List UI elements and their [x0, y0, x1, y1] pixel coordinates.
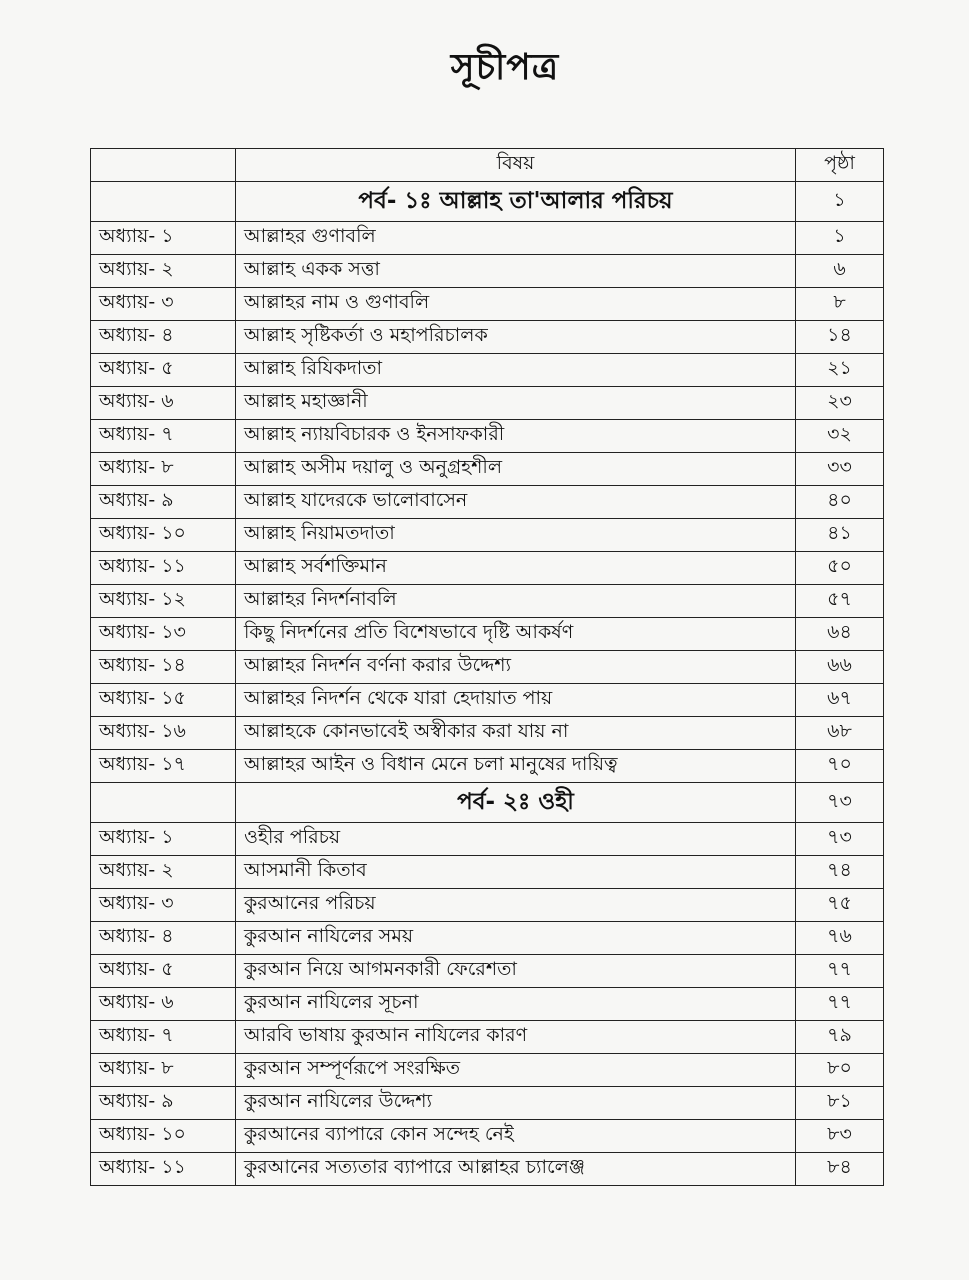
- chapter-page: ৭৬: [796, 922, 884, 955]
- chapter-row[interactable]: [91, 955, 884, 988]
- chapter-label: অধ্যায়- ৯: [91, 1087, 236, 1120]
- chapter-label: অধ্যায়- ৪: [91, 922, 236, 955]
- chapter-title: আরবি ভাষায় কুরআন নাযিলের কারণ: [236, 1021, 796, 1054]
- part-page: ১: [796, 182, 884, 222]
- header-chapter: [91, 149, 236, 182]
- chapter-row[interactable]: [91, 651, 884, 684]
- chapter-page: ৬: [796, 255, 884, 288]
- chapter-row[interactable]: [91, 354, 884, 387]
- chapter-title: আল্লাহ যাদেরকে ভালোবাসেন: [236, 486, 796, 519]
- chapter-row[interactable]: [91, 618, 884, 651]
- chapter-page: ৪০: [796, 486, 884, 519]
- chapter-row[interactable]: [91, 486, 884, 519]
- chapter-title: আল্লাহকে কোনভাবেই অস্বীকার করা যায় না: [236, 717, 796, 750]
- chapter-title: আল্লাহ মহাজ্ঞানী: [236, 387, 796, 420]
- chapter-page: ৬৪: [796, 618, 884, 651]
- chapter-row[interactable]: [91, 1021, 884, 1054]
- chapter-title: আল্লাহ রিযিকদাতা: [236, 354, 796, 387]
- chapter-row[interactable]: [91, 988, 884, 1021]
- chapter-page: ৩৩: [796, 453, 884, 486]
- chapter-title: আল্লাহ অসীম দয়ালু ও অনুগ্রহশীল: [236, 453, 796, 486]
- chapter-title: আল্লাহ সৃষ্টিকর্তা ও মহাপরিচালক: [236, 321, 796, 354]
- chapter-title: কুরআন নাযিলের উদ্দেশ্য: [236, 1087, 796, 1120]
- chapter-page: ৩২: [796, 420, 884, 453]
- chapter-row[interactable]: [91, 1054, 884, 1087]
- contents-body: [91, 182, 884, 1186]
- chapter-row[interactable]: [91, 684, 884, 717]
- chapter-label: অধ্যায়- ৩: [91, 889, 236, 922]
- header-subject: বিষয়: [236, 149, 796, 182]
- chapter-row[interactable]: [91, 453, 884, 486]
- chapter-page: ৭৯: [796, 1021, 884, 1054]
- chapter-page: ২৩: [796, 387, 884, 420]
- chapter-title: ওহীর পরিচয়: [236, 823, 796, 856]
- chapter-row[interactable]: [91, 717, 884, 750]
- chapter-label: অধ্যায়- ৮: [91, 1054, 236, 1087]
- chapter-title: কুরআনের ব্যাপারে কোন সন্দেহ নেই: [236, 1120, 796, 1153]
- chapter-label: অধ্যায়- ২: [91, 255, 236, 288]
- chapter-row[interactable]: [91, 552, 884, 585]
- page-title: সূচীপত্র: [450, 47, 560, 88]
- chapter-row[interactable]: [91, 889, 884, 922]
- chapter-title: কুরআন নিয়ে আগমনকারী ফেরেশতা: [236, 955, 796, 988]
- chapter-title: কুরআন নাযিলের সূচনা: [236, 988, 796, 1021]
- chapter-row[interactable]: [91, 420, 884, 453]
- chapter-label: অধ্যায়- ১৬: [91, 717, 236, 750]
- chapter-label: অধ্যায়- ১১: [91, 1153, 236, 1186]
- chapter-label: অধ্যায়- ১৪: [91, 651, 236, 684]
- chapter-row[interactable]: [91, 288, 884, 321]
- chapter-row[interactable]: [91, 585, 884, 618]
- chapter-label: অধ্যায়- ১: [91, 222, 236, 255]
- chapter-page: ১৪: [796, 321, 884, 354]
- part-row[interactable]: [91, 182, 884, 222]
- chapter-page: ৬৮: [796, 717, 884, 750]
- part-label-cell: [91, 783, 236, 823]
- chapter-title: কুরআন নাযিলের সময়: [236, 922, 796, 955]
- part-title: পর্ব- ১ঃ আল্লাহ তা'আলার পরিচয়: [236, 182, 796, 222]
- chapter-row[interactable]: [91, 823, 884, 856]
- chapter-label: অধ্যায়- ২: [91, 856, 236, 889]
- chapter-title: কুরআন সম্পূর্ণরূপে সংরক্ষিত: [236, 1054, 796, 1087]
- chapter-label: অধ্যায়- ৩: [91, 288, 236, 321]
- chapter-title: কুরআনের পরিচয়: [236, 889, 796, 922]
- part-row[interactable]: [91, 783, 884, 823]
- chapter-page: ৬৬: [796, 651, 884, 684]
- chapter-title: কিছু নিদর্শনের প্রতি বিশেষভাবে দৃষ্টি আকর্ষণ: [236, 618, 796, 651]
- chapter-page: ২১: [796, 354, 884, 387]
- chapter-page: ৮৪: [796, 1153, 884, 1186]
- chapter-title: আল্লাহ সর্বশক্তিমান: [236, 552, 796, 585]
- chapter-label: অধ্যায়- ৭: [91, 1021, 236, 1054]
- chapter-page: ৭০: [796, 750, 884, 783]
- chapter-label: অধ্যায়- ৯: [91, 486, 236, 519]
- chapter-row[interactable]: [91, 856, 884, 889]
- chapter-page: ৬৭: [796, 684, 884, 717]
- chapter-page: ৭৪: [796, 856, 884, 889]
- chapter-label: অধ্যায়- ১০: [91, 519, 236, 552]
- chapter-label: অধ্যায়- ৭: [91, 420, 236, 453]
- part-title: পর্ব- ২ঃ ওহী: [236, 783, 796, 823]
- chapter-label: অধ্যায়- ৫: [91, 354, 236, 387]
- chapter-title: আল্লাহ একক সত্তা: [236, 255, 796, 288]
- chapter-label: অধ্যায়- ১১: [91, 552, 236, 585]
- chapter-page: ৭৭: [796, 988, 884, 1021]
- chapter-title: কুরআনের সত্যতার ব্যাপারে আল্লাহর চ্যালেঞ্জ: [236, 1153, 796, 1186]
- chapter-row[interactable]: [91, 1087, 884, 1120]
- chapter-page: ৮১: [796, 1087, 884, 1120]
- chapter-page: ৮০: [796, 1054, 884, 1087]
- chapter-label: অধ্যায়- ১: [91, 823, 236, 856]
- part-label-cell: [91, 182, 236, 222]
- chapter-page: ১: [796, 222, 884, 255]
- chapter-row[interactable]: [91, 222, 884, 255]
- chapter-label: অধ্যায়- ৪: [91, 321, 236, 354]
- chapter-page: ৭৭: [796, 955, 884, 988]
- header-row: [91, 149, 884, 182]
- chapter-row[interactable]: [91, 922, 884, 955]
- chapter-label: অধ্যায়- ৬: [91, 387, 236, 420]
- chapter-label: অধ্যায়- ৫: [91, 955, 236, 988]
- chapter-row[interactable]: [91, 750, 884, 783]
- chapter-row[interactable]: [91, 1153, 884, 1186]
- chapter-title: আল্লাহর আইন ও বিধান মেনে চলা মানুষের দায়িত্ব: [236, 750, 796, 783]
- contents-table: [90, 148, 884, 1186]
- chapter-label: অধ্যায়- ১৩: [91, 618, 236, 651]
- chapter-row[interactable]: [91, 1120, 884, 1153]
- chapter-label: অধ্যায়- ১৭: [91, 750, 236, 783]
- chapter-title: আল্লাহর গুণাবলি: [236, 222, 796, 255]
- chapter-row[interactable]: [91, 519, 884, 552]
- chapter-page: ৭৩: [796, 823, 884, 856]
- chapter-label: অধ্যায়- ৮: [91, 453, 236, 486]
- chapter-page: ৫০: [796, 552, 884, 585]
- chapter-row[interactable]: [91, 321, 884, 354]
- header-page: পৃষ্ঠা: [796, 149, 884, 182]
- chapter-title: আল্লাহর নিদর্শন বর্ণনা করার উদ্দেশ্য: [236, 651, 796, 684]
- chapter-label: অধ্যায়- ১৫: [91, 684, 236, 717]
- chapter-page: ৫৭: [796, 585, 884, 618]
- chapter-title: আল্লাহর নিদর্শনাবলি: [236, 585, 796, 618]
- chapter-title: আল্লাহ ন্যায়বিচারক ও ইনসাফকারী: [236, 420, 796, 453]
- chapter-title: আসমানী কিতাব: [236, 856, 796, 889]
- chapter-label: অধ্যায়- ১২: [91, 585, 236, 618]
- chapter-label: অধ্যায়- ১০: [91, 1120, 236, 1153]
- part-page: ৭৩: [796, 783, 884, 823]
- chapter-title: আল্লাহর নিদর্শন থেকে যারা হেদায়াত পায়: [236, 684, 796, 717]
- chapter-row[interactable]: [91, 387, 884, 420]
- chapter-page: ৪১: [796, 519, 884, 552]
- chapter-page: ৮: [796, 288, 884, 321]
- chapter-page: ৮৩: [796, 1120, 884, 1153]
- chapter-title: আল্লাহ নিয়ামতদাতা: [236, 519, 796, 552]
- chapter-title: আল্লাহর নাম ও গুণাবলি: [236, 288, 796, 321]
- chapter-label: অধ্যায়- ৬: [91, 988, 236, 1021]
- chapter-page: ৭৫: [796, 889, 884, 922]
- chapter-row[interactable]: [91, 255, 884, 288]
